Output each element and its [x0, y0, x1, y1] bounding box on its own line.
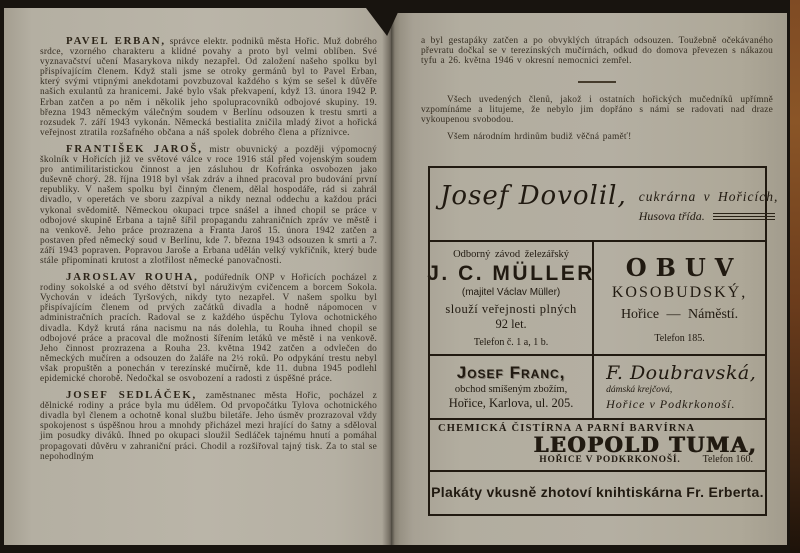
ad-muller-line2: 92 let.: [495, 316, 527, 331]
ad-franc-line1: obchod smíšeným zbožím,: [454, 384, 568, 395]
ad-dovolil: [430, 168, 779, 242]
ad-tuma: [430, 420, 765, 472]
paragraph-lead: JOSEF SEDLÁČEK,: [66, 389, 198, 402]
paragraph-body: podúředník ONP v Hořicích pocházel z rodiny sokolské a od svého dětství byl náruživým cvičencem a borcem Sokola. Vychován v ideách Tyršových, nikdy tyto nezapřel. V našem spolku byl přispívajícím členem od prvých začátků divadla a hodně nápomocen v administračních pracích. Radoval se z každého úspěchu Tylova ochotnického divadla. Když krutá rána nacismu na nás dolehla, tu Rouha ihned chopil se odbojové práce a pracoval dle možnosti šířením letáků ve městě i na venkově. Jeho činnost prozrazena a Rouha 23. května 1942 zatčen a odvlečen do německých mučíren a odsouzen do žaláře na 2½ roků. Po odpykání trestu nebyl však propuštěn a ponechán v terezínské mučírně, kde 11. dubna 1945 podlehl epidemické chorobě. Nedočkal se osvobození a radosti z úspěšné práce.: [40, 273, 378, 384]
obituary-paragraph-sedlacek: [40, 390, 377, 462]
ad-obuv-phone: Telefon 185.: [654, 332, 705, 344]
paragraph-body: mistr obuvnický a později výpomocný školník v Hořicích již ve světové válce v roce 1916 stál před vojenským soudem pro antimilitaristickou činnost a jen zásluhou dr Kofránka osvobozen jako duševně chorý. 28. října 1918 byl však zdráv a ihned pracoval pro budování první republiky. V našem spolku byl činným členem, dělal hospodáře, rád si zahrál divadlo, v operetách ve sboru zazpíval a nikdy neznal oddechu a každou práci vykonal svědomitě. Německou okupaci trpce snášel a ihned chopil se práce v odbojové skupině Erbana a tajně šířil propagandu zahraničních zpráv ve městě i na venkově. Jeho práce prozrazena a Franta Jaroš 15. února 1942 zatčen a postaven před německý soud v Berlínu, kde 7. března 1943 odsouzen k smrti a 7. září 1943 popraven. Popravou Jaroše a Erbana udělán velký vykřičník, který bude stále připomínati krutost a zlotřilost německé panovačnosti.: [40, 144, 378, 266]
ad-dovolil-details: [639, 176, 779, 224]
ad-dovolil-line2: Husova třída.: [638, 209, 705, 223]
memorial-paragraph: Všech uvedených členů, jakož i ostatních hořických mučedníků upřímně vzpomínáme a litujeme, že nebylo jim dopřáno s námi se radovati nad draze vykoupenou svobodou.: [421, 95, 773, 126]
ad-obuv-name: KOSOBUDSKÝ,: [611, 283, 748, 301]
ad-obuv-location: Hořice — Náměstí.: [620, 306, 739, 322]
ad-tuma-tagline: CHEMICKÁ ČISTÍRNA A PARNÍ BARVÍRNA: [438, 423, 696, 434]
right-page-text: [421, 36, 773, 148]
paragraph-lead: FRANTIŠEK JAROŠ,: [66, 142, 203, 155]
advertisement-block: [427, 166, 779, 516]
obituary-paragraph-erban: [40, 36, 377, 138]
paragraph-lead: JAROSLAV ROUHA,: [66, 271, 199, 284]
book-cover-edge: [790, 0, 800, 553]
paragraph-lead: PAVEL ERBAN,: [66, 35, 166, 47]
obituary-paragraph-jaros: [40, 144, 377, 266]
ad-muller-owner: (majitel Václav Müller): [461, 286, 561, 298]
obituary-paragraph-rouha: [40, 272, 377, 384]
continuation-paragraph: a byl gestapáky zatčen a po obvyklých útrapách odsouzen. Toužebně očekávaného převratu dočkal se v terezínských mučírnách, odkud do domova převezen s nákazou tyfu a 26. května 1946 v okresní nemocnici zemřel.: [421, 36, 773, 67]
ad-row-lower: [430, 356, 765, 420]
decorative-lines: [713, 213, 775, 220]
section-divider: [578, 81, 616, 83]
ad-erbert: [430, 472, 765, 512]
paragraph-body: správce elektr. podniků města Hořic. Muž dobrého srdce, vzorného charakteru a klidné povahy a proto byl velmi oblíben. Své vyznavačství učení Masarykova nikdy nezapřel. Od založení našeho spolku byl přispívajícím členem. Když stali jsme se otroky germánů byl to Pavel Erban, který svými vtipnými anekdotami povzbuzoval každého s kým se sešel k důvěře našich exulantů za hranicemi. Jaké bylo však překvapení, když 13. února 1942 P. Erban zatčen a po něm i několik jeho spolupracovníků odbojové skupiny. 19. března 1943 německým válečným soudem v Berlínu odsouzen k trestu smrti a rozsudek 7. září 1943 vykonán. Německá bestialita zničila mladý život a hořická veřejnost ztratila rozšafného občana a náš spolek dobrého člena a příznivce.: [40, 37, 377, 138]
ad-dovolil-line2-row: [639, 209, 779, 224]
ad-obuv-title: OBUV: [625, 252, 743, 282]
paragraph-body: zaměstnanec města Hořic, pocházel z dělnické rodiny a práce byla mu údělem. Od prvopočátku Tylova ochotnického divadla byl členem a ochotně konal službu biletáře. Jeho úsměv prozrazoval vždy spokojenost s úspěšnou hrou a mnohdy přicházel mezi hrající do šatny a sděloval jim posudky diváků. Ihned po okupaci sloužil Sedláček tajnému hnutí a pomáhal propagovati důvěru v zahraniční práci. Chodil a rozšiřoval tajný tisk. Za to stal se nepohodlným: [40, 391, 378, 462]
ad-muller-tagline: Odborný závod železářský: [453, 248, 570, 260]
ad-doubravska-name: F. Doubravská,: [606, 362, 757, 384]
ad-muller-phone: Telefon č. 1 a, 1 b.: [473, 336, 549, 348]
ad-doubravska-line1: dámská krejčová,: [606, 385, 673, 395]
ad-row-middle: [427, 242, 765, 356]
ad-dovolil-line1: cukrárna v Hořicích,: [638, 189, 779, 204]
ad-doubravska-line2: Hořice v Podkrkonoší.: [606, 397, 736, 411]
memorial-closing-line: Všem národním hrdinům budiž věčná paměť!: [447, 131, 632, 142]
ad-dovolil-name: Josef Dovolil,: [440, 181, 627, 211]
ad-franc: [430, 356, 594, 418]
ad-doubravska: [594, 356, 765, 418]
ad-franc-name: Josef Franc,: [456, 363, 566, 382]
left-page-text: [40, 36, 377, 468]
ad-erbert-text: Plakáty vkusně zhotoví knihtiskárna Fr. Erberta.: [431, 484, 764, 500]
ad-tuma-name: LEOPOLD TUMA,: [533, 432, 757, 457]
ad-muller-line1: slouží veřejnosti plných: [445, 301, 577, 316]
book-gutter-shadow: [382, 8, 400, 545]
ad-franc-line2: Hořice, Karlova, ul. 205.: [448, 396, 574, 410]
ad-tuma-phone: Telefon 160.: [702, 454, 753, 465]
ad-muller-name: J. C. MÜLLER: [427, 261, 595, 285]
ad-muller: [427, 242, 595, 354]
ad-tuma-location: HOŘICE V PODKRKONOŠÍ.: [539, 455, 681, 465]
ad-obuv: [594, 242, 765, 354]
